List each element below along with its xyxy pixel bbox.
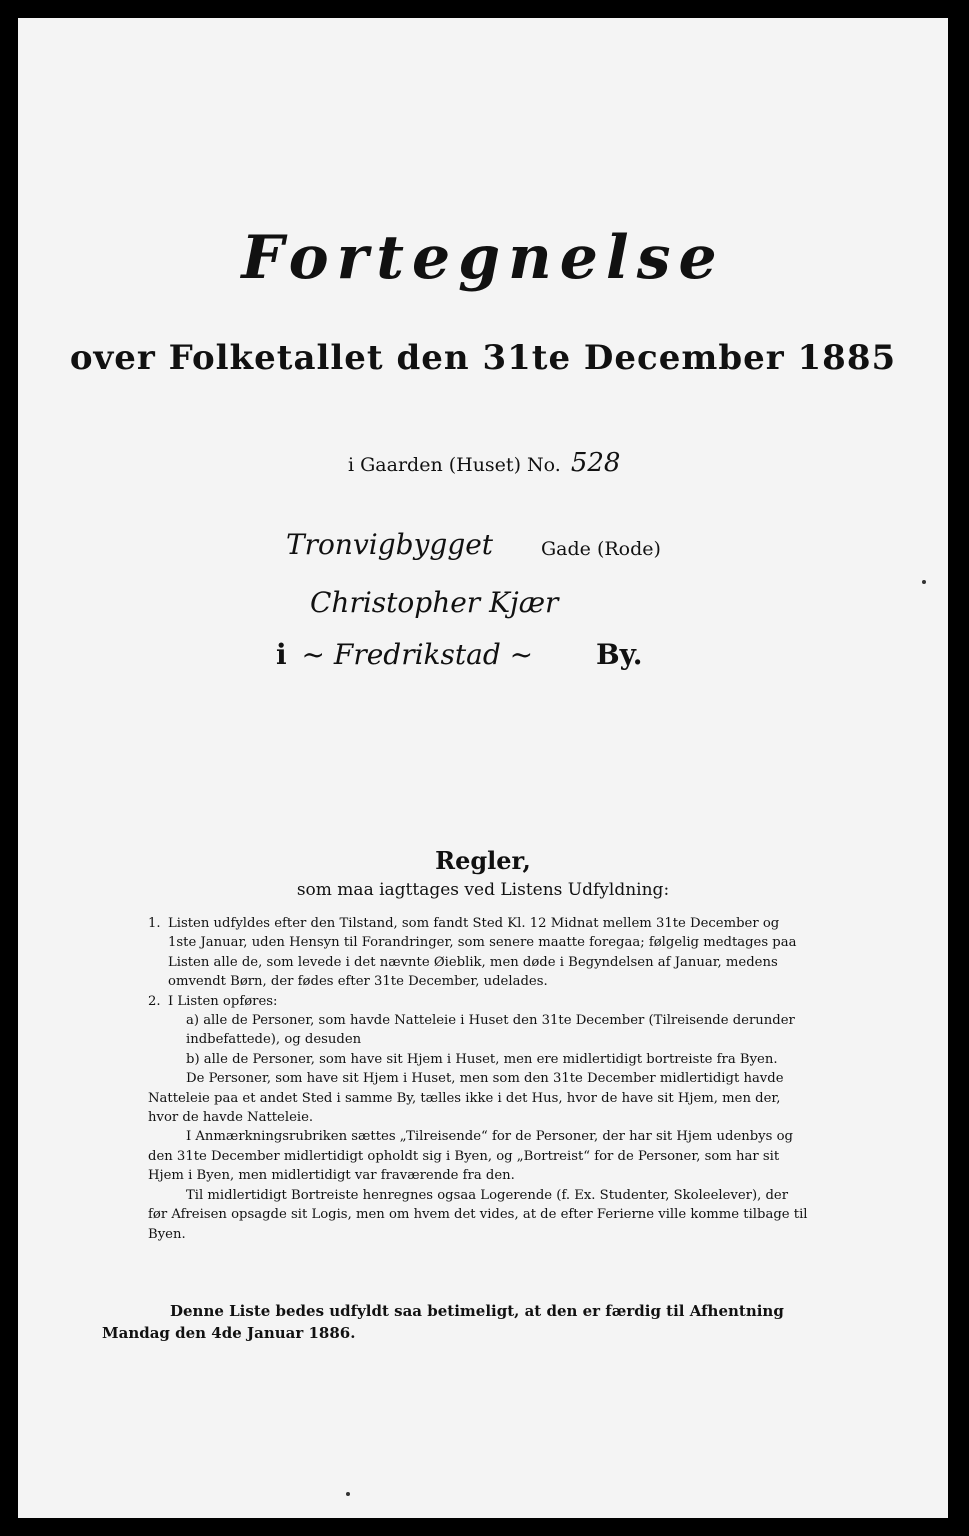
- speck: [922, 580, 926, 584]
- rule-paragraph-2: I Anmærkningsrubriken sættes „Tilreisende“ for de Personer, der har sit Hjem udenbys og den 31te December midlertidigt opholdt sig i Byen, og „Bortreist“ for de Personer, som har sit Hjem i Byen, men midlertidigt var fraværende fra den.: [148, 1129, 793, 1184]
- gaard-label: i Gaarden (Huset) No.: [348, 454, 561, 476]
- city-suffix: By.: [596, 638, 643, 671]
- city-prefix: i: [276, 638, 287, 671]
- rule-1: [148, 914, 808, 992]
- street-handwritten: Tronvigbygget: [286, 528, 494, 561]
- rule-2b: b) alle de Personer, som have sit Hjem i Huset, men ere midlertidigt bortreiste fra Byen.: [186, 1051, 778, 1067]
- person-line: [310, 586, 558, 619]
- person-handwritten: Christopher Kjær: [310, 586, 559, 619]
- census-form-page: [18, 18, 948, 1518]
- speck: [346, 1492, 350, 1496]
- rule-paragraph-1: De Personer, som have sit Hjem i Huset, men som den 31te December midlertidigt havde Natteleie paa et andet Sted i samme By, tælles ikke i det Hus, hvor de have sit Hjem, men der, hvor de havde Natteleie.: [148, 1071, 784, 1126]
- form-subtitle: over Folketallet den 31te December 1885: [69, 338, 897, 378]
- rule-paragraph-3: Til midlertidigt Bortreiste henregnes ogsaa Logerende (f. Ex. Studenter, Skoleelever), der før Afreisen opsagde sit Logis, men om hvem det vides, at de efter Ferierne ville komme tilbage til Byen.: [148, 1187, 808, 1242]
- rules-subtitle: som maa iagttages ved Listens Udfyldning:: [296, 880, 670, 900]
- rules-title: Regler,: [435, 846, 531, 875]
- city-line: [276, 638, 656, 671]
- city-handwritten: ~ Fredrikstad ~: [301, 638, 534, 671]
- rule-1-text: Listen udfyldes efter den Tilstand, som fandt Sted Kl. 12 Midnat mellem 31te December og 1ste Januar, uden Hensyn til Forandringer, som senere maatte foregaa; følgelig medtages paa Listen alle de, som levede i det nævnte Øieblik, men døde i Begyndelsen af Januar, medens omvendt Børn, der fødes efter 31te December, udelades.: [168, 916, 797, 990]
- closing-line-1: Denne Liste bedes udfyldt saa betimeligt, at den er færdig til Afhentning: [170, 1302, 784, 1320]
- rule-2a: a) alle de Personer, som havde Natteleie i Huset den 31te December (Tilreisende derunder indbefattede), og desuden: [186, 1013, 795, 1048]
- closing-notice: [102, 1300, 794, 1344]
- rule-2: [148, 992, 808, 1070]
- gaard-line: [348, 448, 620, 478]
- closing-line-2: Mandag den 4de Januar 1886.: [102, 1324, 356, 1342]
- rule-1-number: 1.: [148, 916, 161, 931]
- form-title: Fortegnelse: [241, 223, 725, 293]
- rules-list: [148, 914, 808, 1244]
- gaard-number: 528: [570, 448, 621, 478]
- street-label: Gade (Rode): [541, 538, 661, 560]
- rule-2-number: 2.: [148, 993, 161, 1009]
- rule-2-text: I Listen opføres:: [168, 993, 278, 1009]
- street-line: [286, 528, 661, 561]
